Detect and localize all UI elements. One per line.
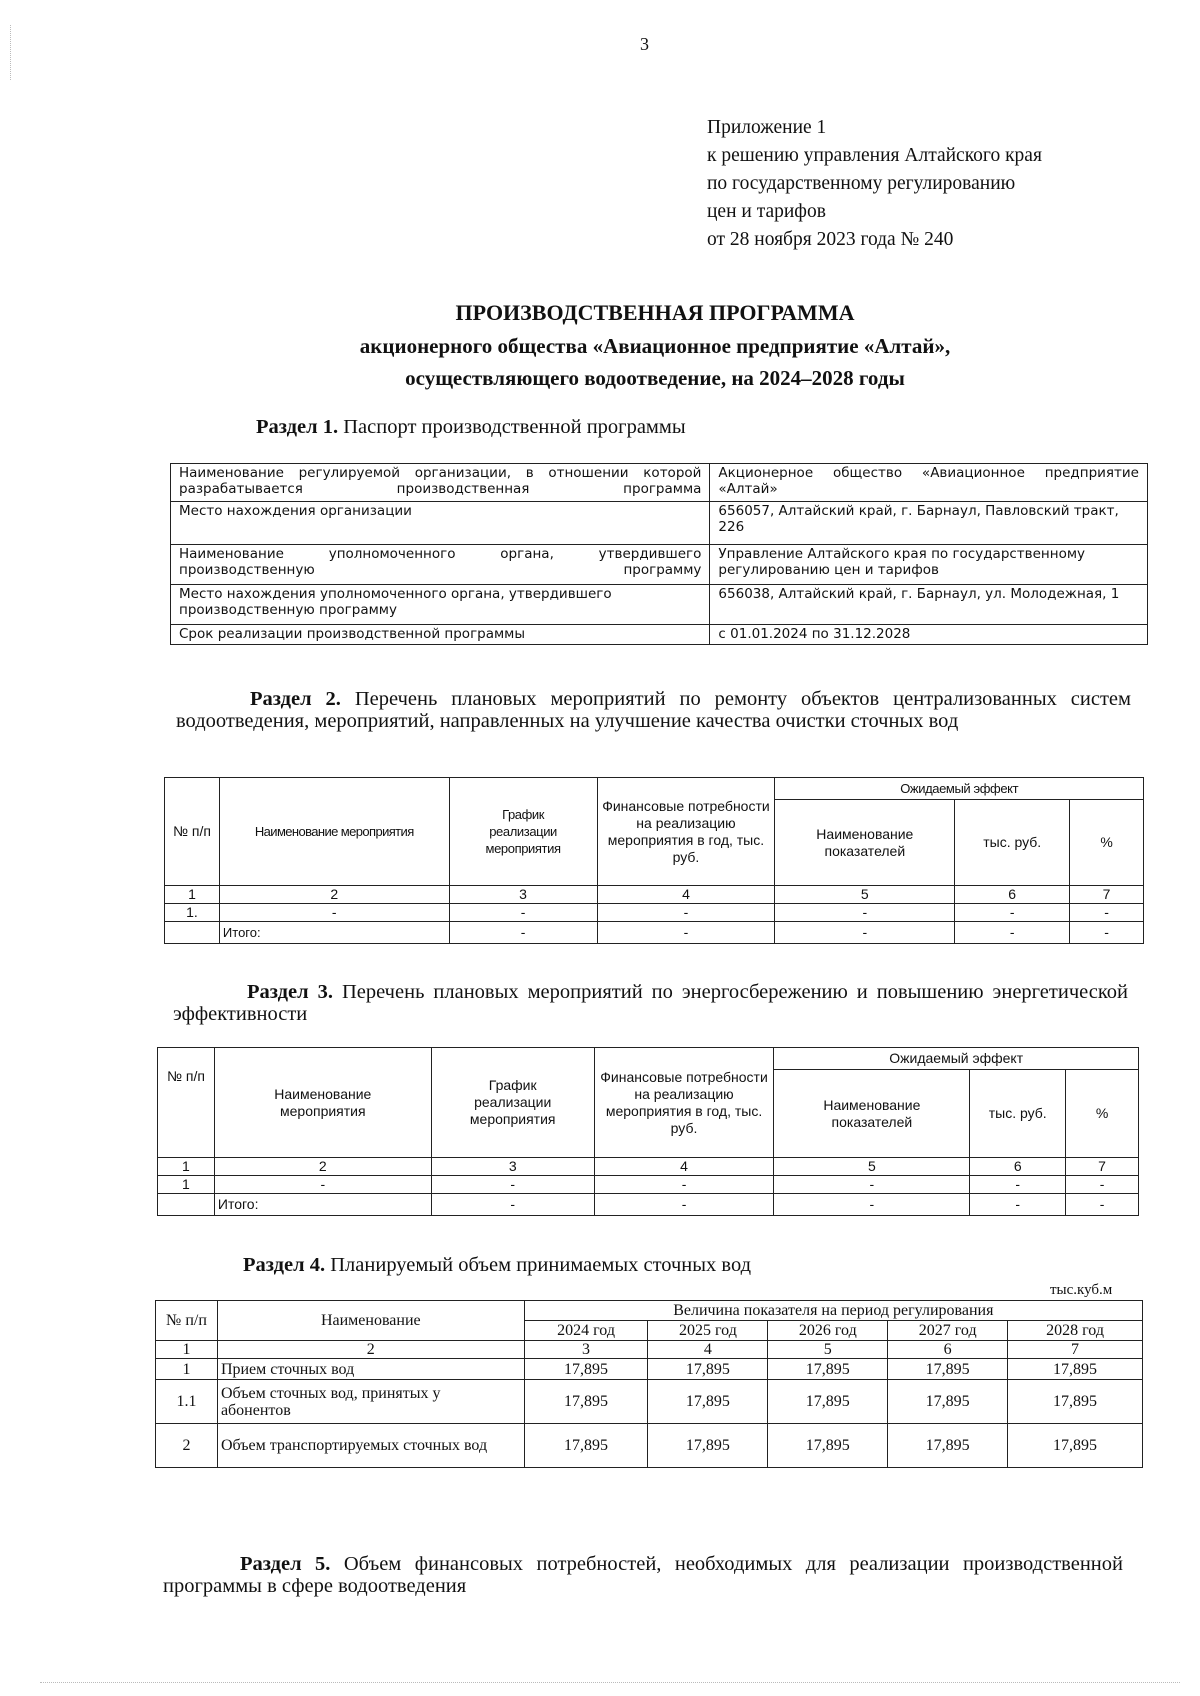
section5-label: Раздел 5. [240, 1553, 331, 1575]
table-cell: - [597, 922, 775, 944]
table-cell: - [219, 904, 449, 922]
appendix-line: по государственному регулированию [707, 173, 1016, 194]
table-cell: - [955, 904, 1070, 922]
value-cell: 17,895 [888, 1359, 1008, 1380]
col-header-effect: Ожидаемый эффект [774, 1048, 1139, 1070]
value-cell: 17,895 [524, 1359, 648, 1380]
table-row [165, 922, 1144, 944]
document-subtitle: акционерного общества «Авиационное предприятие «Алтай», [359, 334, 951, 358]
section1-heading [256, 416, 686, 438]
col-header-rub: тыс. руб. [970, 1070, 1066, 1158]
passport-name-cell: Наименование регулируемой организации, в отношении которой разрабатывается производственная программа [171, 464, 710, 502]
col-header-indicator: Наименование показателей [775, 800, 955, 886]
section4-label: Раздел 4. [243, 1254, 326, 1276]
passport-value-cell: 656057, Алтайский край, г. Барнаул, Павловский тракт, 226 [710, 502, 1148, 545]
section3-heading [173, 981, 1128, 1025]
col-header-name: Наименование мероприятия [219, 778, 449, 886]
col-header-pct: % [1070, 800, 1144, 886]
col-number: 7 [1070, 886, 1144, 904]
table-cell: - [970, 1176, 1066, 1194]
col-header-year: 2024 год [524, 1321, 648, 1341]
col-number: 1 [156, 1341, 218, 1359]
row-number: 2 [156, 1424, 218, 1468]
table-cell: - [214, 1176, 431, 1194]
value-cell: 17,895 [768, 1424, 888, 1468]
table-row [165, 886, 1144, 904]
document-subtitle-2: осуществляющего водоотведение, на 2024–2028 годы [405, 366, 905, 390]
col-number: 3 [431, 1158, 594, 1176]
table-cell: - [431, 1194, 594, 1216]
section4-heading [243, 1254, 751, 1276]
appendix-line: цен и тарифов [707, 201, 826, 222]
wastewater-volume-table [155, 1300, 1143, 1468]
table-row [156, 1424, 1143, 1468]
section5-heading [163, 1553, 1123, 1597]
col-header-period: Величина показателя на период регулирования [524, 1301, 1142, 1321]
table-header-row [156, 1301, 1143, 1321]
table-cell: - [775, 904, 955, 922]
passport-table [170, 463, 1148, 645]
table-cell: 1. [165, 904, 220, 922]
table-cell: - [449, 922, 597, 944]
col-number: 4 [648, 1341, 768, 1359]
section2-heading [176, 688, 1131, 732]
table-cell: - [594, 1194, 774, 1216]
table-row [171, 625, 1148, 645]
table-row [171, 502, 1148, 545]
row-name: Объем сточных вод, принятых у абонентов [217, 1380, 524, 1424]
appendix-block [707, 114, 1042, 254]
value-cell: 17,895 [768, 1359, 888, 1380]
section1-title: Паспорт производственной программы [338, 416, 686, 438]
col-number: 3 [524, 1341, 648, 1359]
passport-name-cell: Срок реализации производственной программы [171, 625, 710, 645]
section2-label: Раздел 2. [250, 688, 341, 710]
table-row [156, 1359, 1143, 1380]
col-header-pct: % [1066, 1070, 1139, 1158]
table-cell: - [597, 904, 775, 922]
table-cell: - [775, 922, 955, 944]
section4-title: Планируемый объем принимаемых сточных вод [325, 1254, 752, 1276]
section5-title: Объем финансовых потребностей, необходимых для реализации производственной программы в сфере водоотведения [163, 1553, 1123, 1597]
table-cell: - [449, 904, 597, 922]
table-row [165, 904, 1144, 922]
col-header-schedule: График реализации мероприятия [449, 778, 597, 886]
table-cell: 1 [158, 1176, 215, 1194]
table-header-row [158, 1048, 1139, 1070]
col-number: 6 [955, 886, 1070, 904]
page-number: 3 [640, 34, 649, 54]
passport-value-cell: с 01.01.2024 по 31.12.2028 [710, 625, 1148, 645]
table-cell: - [431, 1176, 594, 1194]
col-number: 7 [1008, 1341, 1143, 1359]
table-row [156, 1380, 1143, 1424]
value-cell: 17,895 [524, 1424, 648, 1468]
passport-name-cell: Наименование уполномоченного органа, утвердившего производственную программу [171, 545, 710, 585]
col-number: 5 [774, 1158, 970, 1176]
value-cell: 17,895 [768, 1380, 888, 1424]
section3-label: Раздел 3. [247, 981, 333, 1003]
col-header-name: Наименование [217, 1301, 524, 1341]
section1-label: Раздел 1. [256, 416, 339, 438]
value-cell: 17,895 [524, 1380, 648, 1424]
table-cell: - [970, 1194, 1066, 1216]
value-cell: 17,895 [1008, 1380, 1143, 1424]
table-cell: - [774, 1176, 970, 1194]
table-cell: - [594, 1176, 774, 1194]
value-cell: 17,895 [888, 1424, 1008, 1468]
value-cell: 17,895 [888, 1380, 1008, 1424]
col-header-year: 2028 год [1008, 1321, 1143, 1341]
appendix-line: от 28 ноября 2023 года № 240 [707, 229, 954, 250]
appendix-line: Приложение 1 [707, 117, 827, 138]
table-cell [165, 922, 220, 944]
col-number: 3 [449, 886, 597, 904]
value-cell: 17,895 [1008, 1359, 1143, 1380]
table-row [171, 545, 1148, 585]
col-number: 1 [158, 1158, 215, 1176]
table-row [171, 585, 1148, 625]
table-row [171, 464, 1148, 502]
col-number: 2 [219, 886, 449, 904]
row-number: 1 [156, 1359, 218, 1380]
col-number: 6 [970, 1158, 1066, 1176]
col-header-finance: Финансовые потребности на реализацию мероприятия в год, тыс. руб. [594, 1048, 774, 1158]
table-cell: - [1066, 1194, 1139, 1216]
repair-measures-table [164, 777, 1144, 944]
table-header-row [165, 778, 1144, 800]
passport-value-cell: Акционерное общество «Авиационное предприятие «Алтай» [710, 464, 1148, 502]
col-number: 1 [165, 886, 220, 904]
section3-title: Перечень плановых мероприятий по энергосбережению и повышению энергетической эффективности [173, 981, 1128, 1025]
col-number: 4 [597, 886, 775, 904]
col-header-num: № п/п [158, 1048, 215, 1158]
col-header-name: Наименование мероприятия [214, 1048, 431, 1158]
units-label: тыс.куб.м [1050, 1282, 1113, 1298]
document-title: ПРОИЗВОДСТВЕННАЯ ПРОГРАММА [455, 300, 855, 325]
table-cell: - [955, 922, 1070, 944]
total-label: Итого: [214, 1194, 431, 1216]
table-cell: - [1070, 904, 1144, 922]
table-row [158, 1158, 1139, 1176]
appendix-line: к решению управления Алтайского края [707, 145, 1042, 166]
row-name: Прием сточных вод [217, 1359, 524, 1380]
col-header-num: № п/п [156, 1301, 218, 1341]
col-header-finance: Финансовые потребности на реализацию мероприятия в год, тыс. руб. [597, 778, 775, 886]
passport-name-cell: Место нахождения уполномоченного органа, утвердившего производственную программу [171, 585, 710, 625]
col-header-schedule: График реализации мероприятия [431, 1048, 594, 1158]
col-header-rub: тыс. руб. [955, 800, 1070, 886]
col-number: 5 [775, 886, 955, 904]
col-header-year: 2026 год [768, 1321, 888, 1341]
table-row [158, 1176, 1139, 1194]
col-number: 2 [217, 1341, 524, 1359]
col-header-year: 2027 год [888, 1321, 1008, 1341]
table-cell: - [774, 1194, 970, 1216]
col-header-year: 2025 год [648, 1321, 768, 1341]
col-number: 6 [888, 1341, 1008, 1359]
col-header-num: № п/п [165, 778, 220, 886]
passport-value-cell: Управление Алтайского края по государственному регулированию цен и тарифов [710, 545, 1148, 585]
scan-margin-mark [10, 25, 12, 80]
row-number: 1.1 [156, 1380, 218, 1424]
col-number: 2 [214, 1158, 431, 1176]
value-cell: 17,895 [1008, 1424, 1143, 1468]
table-row [156, 1341, 1143, 1359]
col-header-indicator: Наименование показателей [774, 1070, 970, 1158]
value-cell: 17,895 [648, 1380, 768, 1424]
table-cell: - [1070, 922, 1144, 944]
scan-bottom-edge [40, 1682, 1180, 1683]
section2-title: Перечень плановых мероприятий по ремонту объектов централизованных систем водоотведения, мероприятий, направленных на улучшение качества очистки сточных вод [176, 688, 1131, 732]
energy-measures-table [157, 1047, 1139, 1216]
total-label: Итого: [219, 922, 449, 944]
col-header-effect: Ожидаемый эффект [775, 778, 1144, 800]
passport-name-cell: Место нахождения организации [171, 502, 710, 545]
col-number: 5 [768, 1341, 888, 1359]
value-cell: 17,895 [648, 1424, 768, 1468]
row-name: Объем транспортируемых сточных вод [217, 1424, 524, 1468]
passport-value-cell: 656038, Алтайский край, г. Барнаул, ул. Молодежная, 1 [710, 585, 1148, 625]
col-number: 7 [1066, 1158, 1139, 1176]
col-number: 4 [594, 1158, 774, 1176]
value-cell: 17,895 [648, 1359, 768, 1380]
table-row [158, 1194, 1139, 1216]
table-cell: - [1066, 1176, 1139, 1194]
table-cell [158, 1194, 215, 1216]
